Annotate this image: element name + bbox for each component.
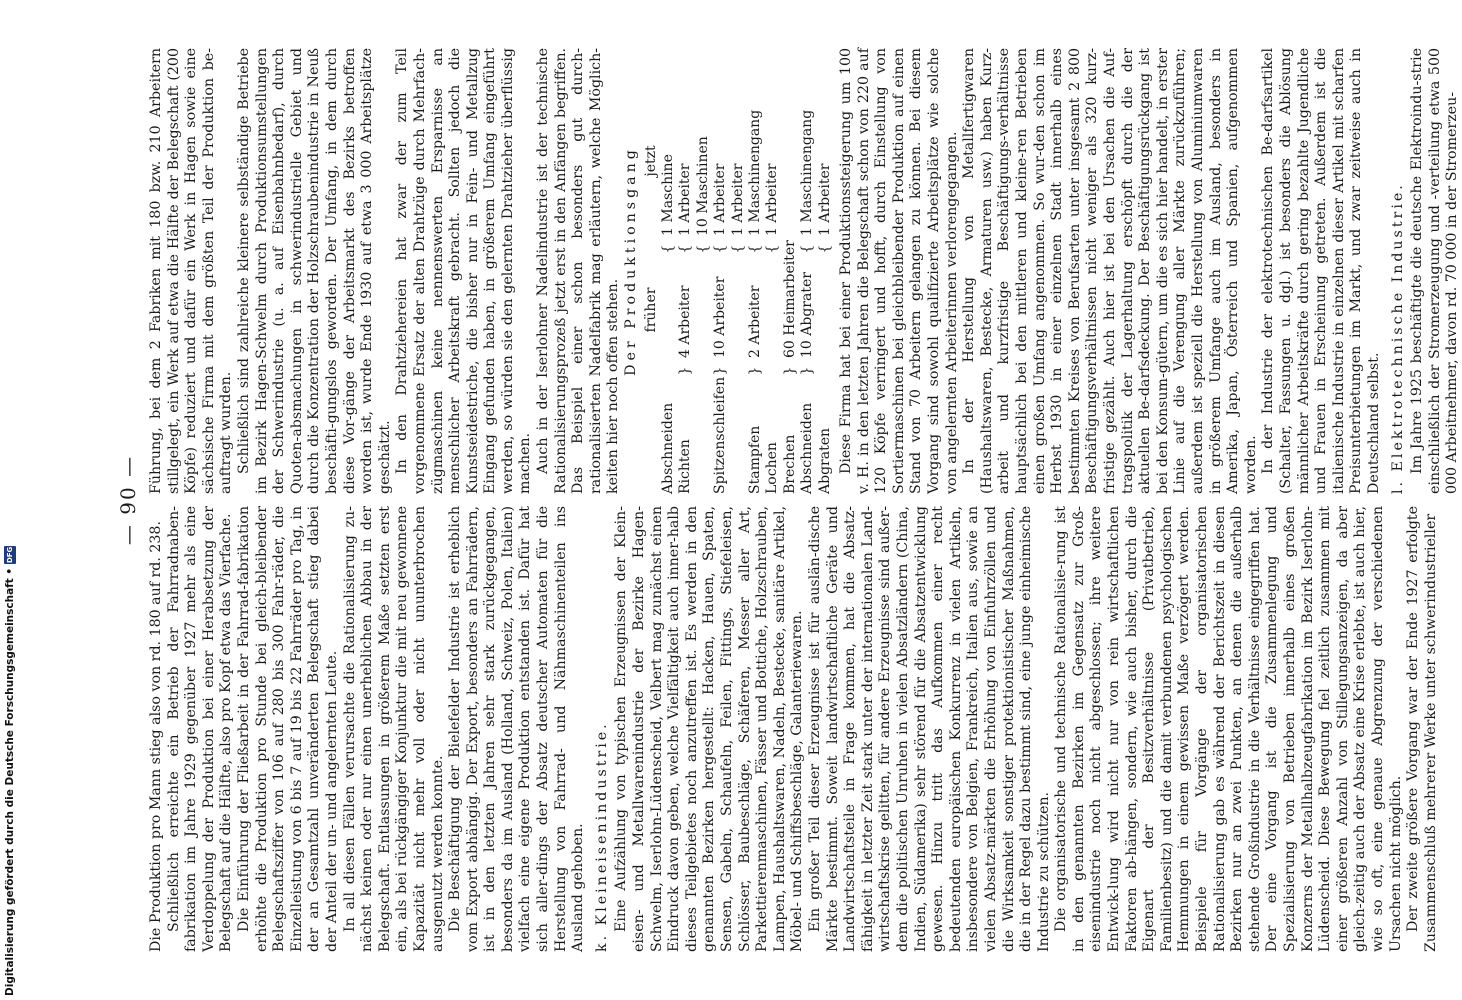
digitization-footer: [2, 0, 18, 996]
brace-glyph: }: [747, 366, 764, 376]
table-cell-after: [782, 86, 799, 236]
dfg-logo: DFG: [6, 546, 14, 564]
table-cell-step: Lochen: [764, 442, 781, 494]
paragraph: Auch in der Iserlohner Nadelindustrie ist der technische Rationalisierungsprozeß jetzt erst in den Anfängen begriffen. Das Beispiel einer schon besonders gut durch-rationalisierten Nadelfabrik mag erläutern, welche Möglich-keiten hier noch offen stehen.: [535, 48, 622, 494]
table-cell-before: 2 Arbeiter: [747, 285, 764, 358]
table-cell-before: 4 Arbeiter: [677, 285, 694, 358]
table-cell-after: 1 Arbeiter: [729, 163, 746, 236]
table-cell-before: 10 Arbeiter: [712, 276, 729, 358]
table-header-blank: [643, 358, 660, 384]
table-cell-after: 1 Arbeiter: [677, 163, 694, 236]
table-cell-step: Brechen: [781, 434, 798, 494]
table-cell-step: [730, 384, 747, 494]
table-cell-before: [660, 262, 677, 358]
paragraph: Führung, bei dem 2 Fabriken mit 180 bzw. 210 Arbeitern stillgelegt, ein Werk auf etwa die Hälfte der Belegschaft (200 Köpfe) reduziert und dafür ein Werk in Hagen sowie eine sächsische Firma mit dem größten Teil der Produktion be-auftragt wurden.: [148, 48, 235, 494]
footer-text: Digitalisierung gefördert durch die Deutsche Forschungsgemeinschaft •: [4, 567, 16, 996]
table-cell-step: Stampfen: [747, 425, 764, 494]
left-column: [148, 506, 1439, 952]
table-cell-step: [695, 384, 712, 494]
brace-glyph: {: [677, 244, 694, 254]
table-cell-step: Spitzenschleifen: [712, 376, 729, 494]
table-cell-after: 1 Arbeiter: [712, 163, 729, 236]
right-column: [148, 48, 1461, 494]
paragraph: Die Beschäftigung der Bielefelder Industrie ist erheblich vom Export abhängig. Der Export, besonders an Fahrrädern, ist in den letzten Jahren sehr stark zurückgegangen, besonders da im Ausland (Holland, Schweiz, Polen, Italien) vielfach eine eigene Produktion entstanden ist. Dafür hat sich aller-dings der Absatz deutscher Automaten für die Herstellung von Fahrrad- und Nähmaschinenteilen ins Ausland gehoben.: [447, 506, 587, 952]
table-cell-before: 10 Abgrater: [799, 272, 816, 358]
brace-glyph: {: [694, 244, 711, 254]
paragraph: Ein großer Teil dieser Erzeugnisse ist für auslän-dische Märkte bestimmt. Soweit landwirtschaftliche Geräte und Landwirtschaftsteile in Frage kommen, hat die Absatz-fähigkeit in letzter Zeit stark unter der internationalen Land-wirtschaftskrise gelitten, für andere Erzeugnisse sind außer-dem die politischen Unruhen in vielen Absatzländern (China, Indien, Südamerika) sehr störend für die Absatzentwicklung gewesen. Hinzu tritt das Aufkommen einer recht bedeutenden europäischen Konkurrenz in vielen Artikeln, insbesondere von Belgien, Frankreich, Italien aus, sowie an vielen Absatz-märkten die Erhöhung von Einfuhrzöllen und die Wirksamkeit sonstiger protektionistischer Maßnahmen, die in der Regel dazu bestimmt sind, eine junge einheimische Industrie zu schützen.: [806, 506, 1052, 952]
brace-glyph: [782, 236, 799, 262]
paragraph: In all diesen Fällen verursachte die Rationalisierung zu-nächst keinen oder nur einen unerheblichen Abbau in der Belegschaft. Entlassungen in größerem Maße setzten erst ein, als bei rückgängiger Konjunktur die mit neu gewonnene Kapazität nicht mehr voll oder nicht ununterbrochen ausgenutzt werden konnte.: [341, 506, 446, 952]
brace-glyph: {: [747, 244, 764, 254]
table-header-blank: [643, 384, 660, 494]
table-cell-before: [695, 262, 712, 358]
brace-glyph: {: [764, 244, 781, 254]
table-cell-before: [817, 262, 834, 358]
paragraph: Die Produktion pro Mann stieg also von rd. 180 auf rd. 238.: [148, 521, 164, 952]
table-cell-after: 1 Arbeiter: [816, 163, 833, 236]
paragraph: Im Jahre 1925 beschäftigte die deutsche Elektroindu-strie einschließlich der Stromerzeugung und -verteilung etwa 500 000 Arbeitnehmer, davon rd. 70 000 in der Stromerzeu-: [1409, 48, 1461, 494]
paragraph: Schließlich sind zahlreiche kleinere selbständige Betriebe im Bezirk Hagen-Schwelm durch Produktionsumstellungen der Schwerindustrie (u. a. auf Eisenbahnbedarf), durch Quoten-absmachungen in schwerindustrielle Gebiet und durch die Konzentration der Holzschraubenindustrie in Neuß beschäfti-gungslos geworden. Der Umfang, in dem durch diese Vor-gänge der Arbeitsmarkt des Bezirks betroffen worden ist, wurde Ende 1930 auf etwa 3 000 Arbeitsplätze geschätzt.: [235, 48, 393, 494]
brace-glyph: {: [712, 244, 729, 254]
paragraph: In der Industrie der elektrotechnischen Be-darfsartikel (Schalter, Fassungen u. dgl.) ist besonders die Ablösung männlicher Arbeitskräfte durch gering bezahlte Jugendliche und Frauen in Erscheinung getreten. Außerdem ist die italienische Industrie in einzelnen dieser Artikel mit scharfen Preisunterbietungen im Markt, und zwar zeitweise auch in Deutschland selbst.: [1260, 48, 1382, 494]
paragraph: In der Herstellung von Metallfertigwaren (Haushaltswaren, Bestecke, Armaturen usw.) haben Kurz-arbeit und kurzfristige Beschäftigungs-verhältnisse hauptsächlich bei den mittleren und kleine-ren Betrieben einen großen Umfang angenommen. So wur-den schon im Herbst 1930 in einer einzelnen Stadt innerhalb eines bestimmten Kreises von Berufsarten unter insgesamt 2 800 Beschäftigungsverhältnissen nicht weniger als 320 kurz-fristige gezählt. Auch hier ist bei den Ursachen die Auf-tragspolitik der Lagerhaltung erschöpft durch die der aktuellen Be-darfsdeckung. Der Beschäftigungsrückgang ist bei den Konsum-gütern, um die es sich hier handelt, in erster Linie auf die Verengung aller Märkte zurückzuführen; außerdem ist speziell die Herstellung von Aluminiumwaren in größerem Umfange auch im Ausland, besonders in Amerika, Japan, Österreich und Spanien, aufgenommen worden.: [961, 48, 1259, 494]
brace-glyph: [660, 358, 677, 384]
paragraph: Eine Aufzählung von typischen Erzeugnissen der Klein-eisen- und Metallwarenindustrie der Bezirke Hagen-Schwelm, Iserlohn-Lüdenscheid, Velbert mag zunächst einen Eindruck davon geben, welche Vielfältigkeit auch inner-halb dieses Teilgebietes noch anzutreffen ist. Es werden in den genannten Bezirken hergestellt: Hacken, Hauen, Spaten, Sensen, Gabeln, Schaufeln, Feilen, Fittings, Stiefeleisen, Schlösser, Baubeschläge, Schäferen, Messer aller Art, Parkettierenmaschinen, Fässer und Bottiche, Holzschrauben, Lampen, Haushaltswaren, Nadeln, Bestecke, sanitäre Artikel, Möbel- und Schiffsbeschläge, Galanteriewaren.: [613, 506, 806, 952]
table-cell-after: 1 Maschine: [660, 154, 677, 236]
section-heading-k: k. Kleineisenindustrie.: [593, 721, 610, 952]
page-number: — 90 —: [116, 454, 140, 546]
brace-glyph: {: [729, 244, 746, 254]
paragraph: Die Einführung der Fließarbeit in der Fahrrad-fabrikation erhöhte die Produktion pro Stunde bei gleich-bleibender Belegschaftsziffer von 106 auf 280 bis 300 Fahr-räder, die Einzelleistung von 6 bis 7 auf 19 bis 22 Fahrräder pro Tag, in der an Gesamtzahl unveränderten Belegschaft stieg dabei der Anteil der un- und angelernten Leute.: [235, 506, 340, 952]
section-heading-l: l. Elektrotechnische Industrie.: [1389, 182, 1406, 494]
table-cell-before: [730, 262, 747, 358]
table-header-blank: [643, 236, 660, 262]
table-header-before: früher: [642, 287, 659, 333]
table-cell-step: Richten: [677, 439, 694, 494]
paragraph: Schließlich erreichte ein Betrieb der Fahrradnaben-fabrikation im Jahre 1929 gegenüber 1927 mehr als eine Verdoppelung der Produktion bei einer Herabsetzung der Belegschaft auf die Hälfte, also pro Kopf etwa das Vierfache.: [165, 506, 235, 952]
brace-glyph: [730, 358, 747, 384]
brace-glyph: [695, 358, 712, 384]
brace-glyph: {: [660, 244, 677, 254]
brace-glyph: {: [816, 244, 833, 254]
paragraph: In den Drahtziehereien hat zwar der zum Teil vorgenommene Ersatz der alten Drahtzüge durch Mehrfach-zügmaschinen keine nennenswerten Ersparnisse an menschlicher Arbeitskraft gebracht. Sollten jedoch die Kunstseidestriche, die bisher nur in Fein- und Metallzug Eingang gefunden haben, in größerem Umfang eingeführt werden, so würden sie den gelernten Drahtzieher überflüssig machen.: [394, 48, 534, 494]
brace-glyph: }: [781, 366, 798, 376]
brace-glyph: [817, 358, 834, 384]
production-table: [643, 48, 834, 494]
table-cell-step: Abschneiden: [799, 402, 816, 494]
brace-glyph: }: [712, 366, 729, 376]
table-cell-after: 1 Maschinengang: [747, 109, 764, 236]
table-cell-step: Abgraten: [816, 427, 833, 494]
brace-glyph: [764, 358, 781, 384]
table-cell-before: 60 Heimarbeiter: [781, 240, 798, 358]
paragraph: Diese Firma hat bei einer Produktionssteigerung um 100 v. H. in den letzten Jahren die Belegschaft schon von 220 auf 120 Köpfe verringert und hofft, durch Einstellung von Sortiermaschinen bei gleichbleibender Produktion auf einen Stand von 70 Arbeitern gelangen zu können. Bei diesem Vorgang sind sowohl qualifizierte Arbeitsplätze wie solche von angelernten Arbeiterinnen verlorengegangen.: [838, 48, 960, 494]
table-title: Der Produktionsgang: [623, 146, 640, 376]
brace-glyph: {: [799, 244, 816, 254]
brace-glyph: }: [677, 366, 694, 376]
table-cell-after: 10 Maschinen: [694, 136, 711, 236]
table-cell-step: Abschneiden: [660, 402, 677, 494]
table-cell-after: 1 Arbeiter: [764, 163, 781, 236]
table-cell-after: 1 Maschinengang: [799, 109, 816, 236]
table-cell-before: [764, 262, 781, 358]
table-header-after: jetzt: [642, 145, 659, 177]
paragraph: Die organisatorische und technische Rationalisie-rung ist in den genannten Bezirken im Gegensatz zur Groß-eisenindustrie noch nicht abgeschlossen; ihre weitere Entwick-lung wird nicht nur von rein wirtschaftlichen Faktoren ab-hängen, sondern, wie auch bisher, durch die Eigenart der Besitzverhältnisse (Privatbetrieb, Familienbesitz) und die damit verbundenen psychologischen Hemmungen in einem gewissen Maße verzögert werden. Beispiele für Vorgänge der organisatorischen Rationalisierung gab es während der Berichtszeit in diesen Bezirken nur an zwei Punkten, an denen die außerhalb stehende Großindustrie in die Verhältnisse eingegriffen hat. Der eine Vorgang ist die Zusammenlegung und Spezialisierung von Betrieben innerhalb eines großen Konzerns der Metallhalbzeugfabrikation im Bezirk Iserlohn-Lüdenscheid. Diese Bewegung fiel zeitlich zusammen mit einer größeren Anzahl von Stillegungsanzeigen, da aber gleich-zeitig auch der Absatz eine Krise erlebte, ist auch hier, wie so oft, eine genaue Abgrenzung der verschiedenen Ursachen nicht möglich.: [1053, 506, 1404, 952]
brace-glyph: }: [799, 366, 816, 376]
paragraph: Der zweite größere Vorgang war der Ende 1927 erfolgte Zusammenschluß mehrerer Werke unter schwerindustrieller: [1405, 506, 1439, 952]
